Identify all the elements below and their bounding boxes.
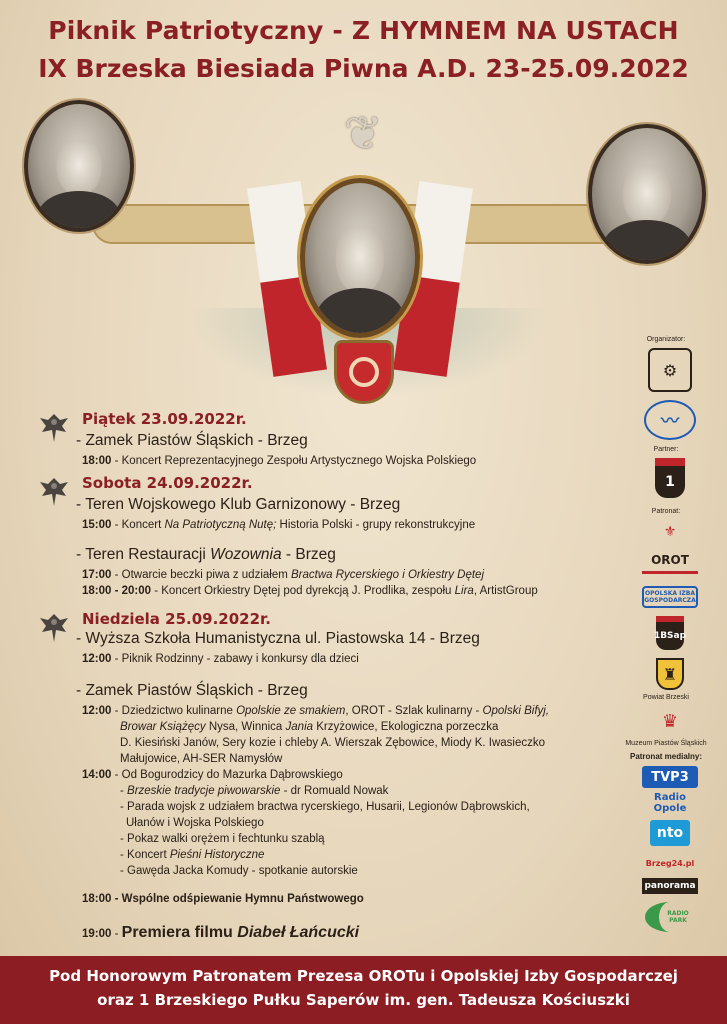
venue: - Zamek Piastów Śląskich - Brzeg [76, 682, 308, 699]
event-item: 18:00 - 20:00 - Koncert Orkiestry Dętej pod dyrekcją J. Prodlika, zespołu Lira, ArtistGroup [82, 585, 538, 597]
event-item: 17:00 - Otwarcie beczki piwa z udziałem Bractwa Rycerskiego i Orkiestry Dętej [82, 569, 485, 581]
day-title: Piątek 23.09.2022r. [82, 410, 247, 428]
radio-park-logo: RADIO PARK [645, 902, 695, 932]
event-item: 18:00 - Wspólne odśpiewanie Hymnu Państwowego [82, 893, 364, 905]
event-item-line: D. Kiesiński Janów, Sery kozie i chleby A. Wierszak Zębowice, Miody K. Iwasieczko [120, 737, 546, 749]
eagle-emblem-icon [38, 610, 70, 646]
event-item-line: - Gawęda Jacka Komudy - spotkanie autorskie [120, 865, 358, 877]
event-item-line: Małujowice, AH-SER Namysłów [120, 753, 283, 765]
venue: - Teren Restauracji Wozownia - Brzeg [76, 546, 336, 563]
eagle-icon: ❦ [343, 107, 383, 159]
event-item-line: - Koncert Pieśni Historyczne [120, 849, 265, 861]
event-item: 18:00 - Koncert Reprezentacyjnego Zespołu Artystycznego Wojska Polskiego [82, 455, 477, 467]
regiment-badge-icon: 1 [655, 458, 685, 498]
portrait-center [300, 178, 420, 338]
powiat-label: Powiat Brzeski [643, 694, 689, 701]
eagle-emblem-icon [38, 474, 70, 510]
event-item-line: Ułanów i Wojska Polskiego [126, 817, 264, 829]
event-item: 12:00 - Dziedzictwo kulinarne Opolskie ze smakiem, OROT - Szlak kulinarny - Opolski Bifyj, [82, 705, 550, 717]
poster-title: Piknik Patriotyczny - Z HYMNEM NA USTACH [48, 16, 679, 45]
orot-logo: OROT [642, 548, 698, 574]
izba-logo: OPOLSKA IZBA GOSPODARCZA [642, 586, 698, 608]
nto-logo: nto [650, 820, 690, 846]
day-title: Niedziela 25.09.2022r. [82, 610, 271, 628]
partner-label: Partner: [653, 446, 679, 453]
footer-line2: oraz 1 Brzeskiego Pułku Saperów im. gen. Tadeusza Kościuszki [97, 991, 630, 1009]
organizer-label: Organizator: [646, 336, 686, 343]
day-title: Sobota 24.09.2022r. [82, 474, 253, 492]
museum-crest-icon: ♛ [661, 710, 679, 732]
sapper-badge-icon: 1BSap [656, 616, 684, 650]
header-illustration [20, 88, 710, 408]
museum-label: Muzeum Piastów Śląskich [625, 740, 707, 747]
poster-subtitle: IX Brzeska Biesiada Piwna A.D. 23-25.09.2022 [38, 54, 689, 83]
venue: - Zamek Piastów Śląskich - Brzeg [76, 432, 308, 449]
event-item: 12:00 - Piknik Rodzinny - zabawy i konkursy dla dzieci [82, 653, 359, 665]
event-item: 15:00 - Koncert Na Patriotyczną Nutę; Historia Polski - grupy rekonstrukcyjne [82, 519, 476, 531]
event-item-line: - Pokaz walki orężem i fechtunku szablą [120, 833, 325, 845]
marshal-logo: ⚜ [663, 524, 677, 540]
portrait-left [24, 100, 134, 232]
wsh-logo: 〰 [644, 400, 696, 440]
footer-line1: Pod Honorowym Patronatem Prezesa OROTu i Opolskiej Izby Gospodarczej [49, 967, 678, 985]
event-item-line: Browar Książęcy Nysa, Winnica Jania Krzyżowice, Ekologiczna porzeczka [120, 721, 499, 733]
media-label: Patronat medialny: [629, 752, 702, 761]
venue: - Teren Wojskowego Klub Garnizonowy - Brzeg [76, 496, 401, 513]
brzeg24-logo: Brzeg24.pl [645, 858, 695, 868]
county-crest-icon: ♜ [656, 658, 684, 690]
portrait-right [588, 124, 706, 264]
day-sunday [38, 610, 618, 950]
coat-of-arms-icon [334, 340, 394, 404]
event-item: 19:00 - Premiera filmu Diabeł Łańcucki [82, 924, 360, 941]
event-item-line: - Parada wojsk z udziałem bractwa rycerskiego, Husarii, Legionów Dąbrowskich, [120, 801, 530, 813]
panorama-logo: panorama [642, 878, 698, 894]
patronage-label: Patronat: [651, 508, 681, 515]
sponsors-column [616, 336, 724, 942]
eagle-emblem-icon [38, 410, 70, 446]
day-friday [38, 410, 618, 466]
tvp3-logo: TVP3 [642, 766, 698, 788]
radio-opole-logo: Radio Opole [653, 792, 687, 814]
event-item-line: - Brzeskie tradycje piwowarskie - dr Romuald Nowak [120, 785, 389, 797]
organizer-logo: ⚙ [648, 348, 692, 392]
venue: - Wyższa Szkoła Humanistyczna ul. Piastowska 14 - Brzeg [76, 630, 480, 647]
event-item: 14:00 - Od Bogurodzicy do Mazurka Dąbrowskiego [82, 769, 343, 781]
day-saturday [38, 474, 618, 604]
patronage-footer [0, 956, 727, 1024]
